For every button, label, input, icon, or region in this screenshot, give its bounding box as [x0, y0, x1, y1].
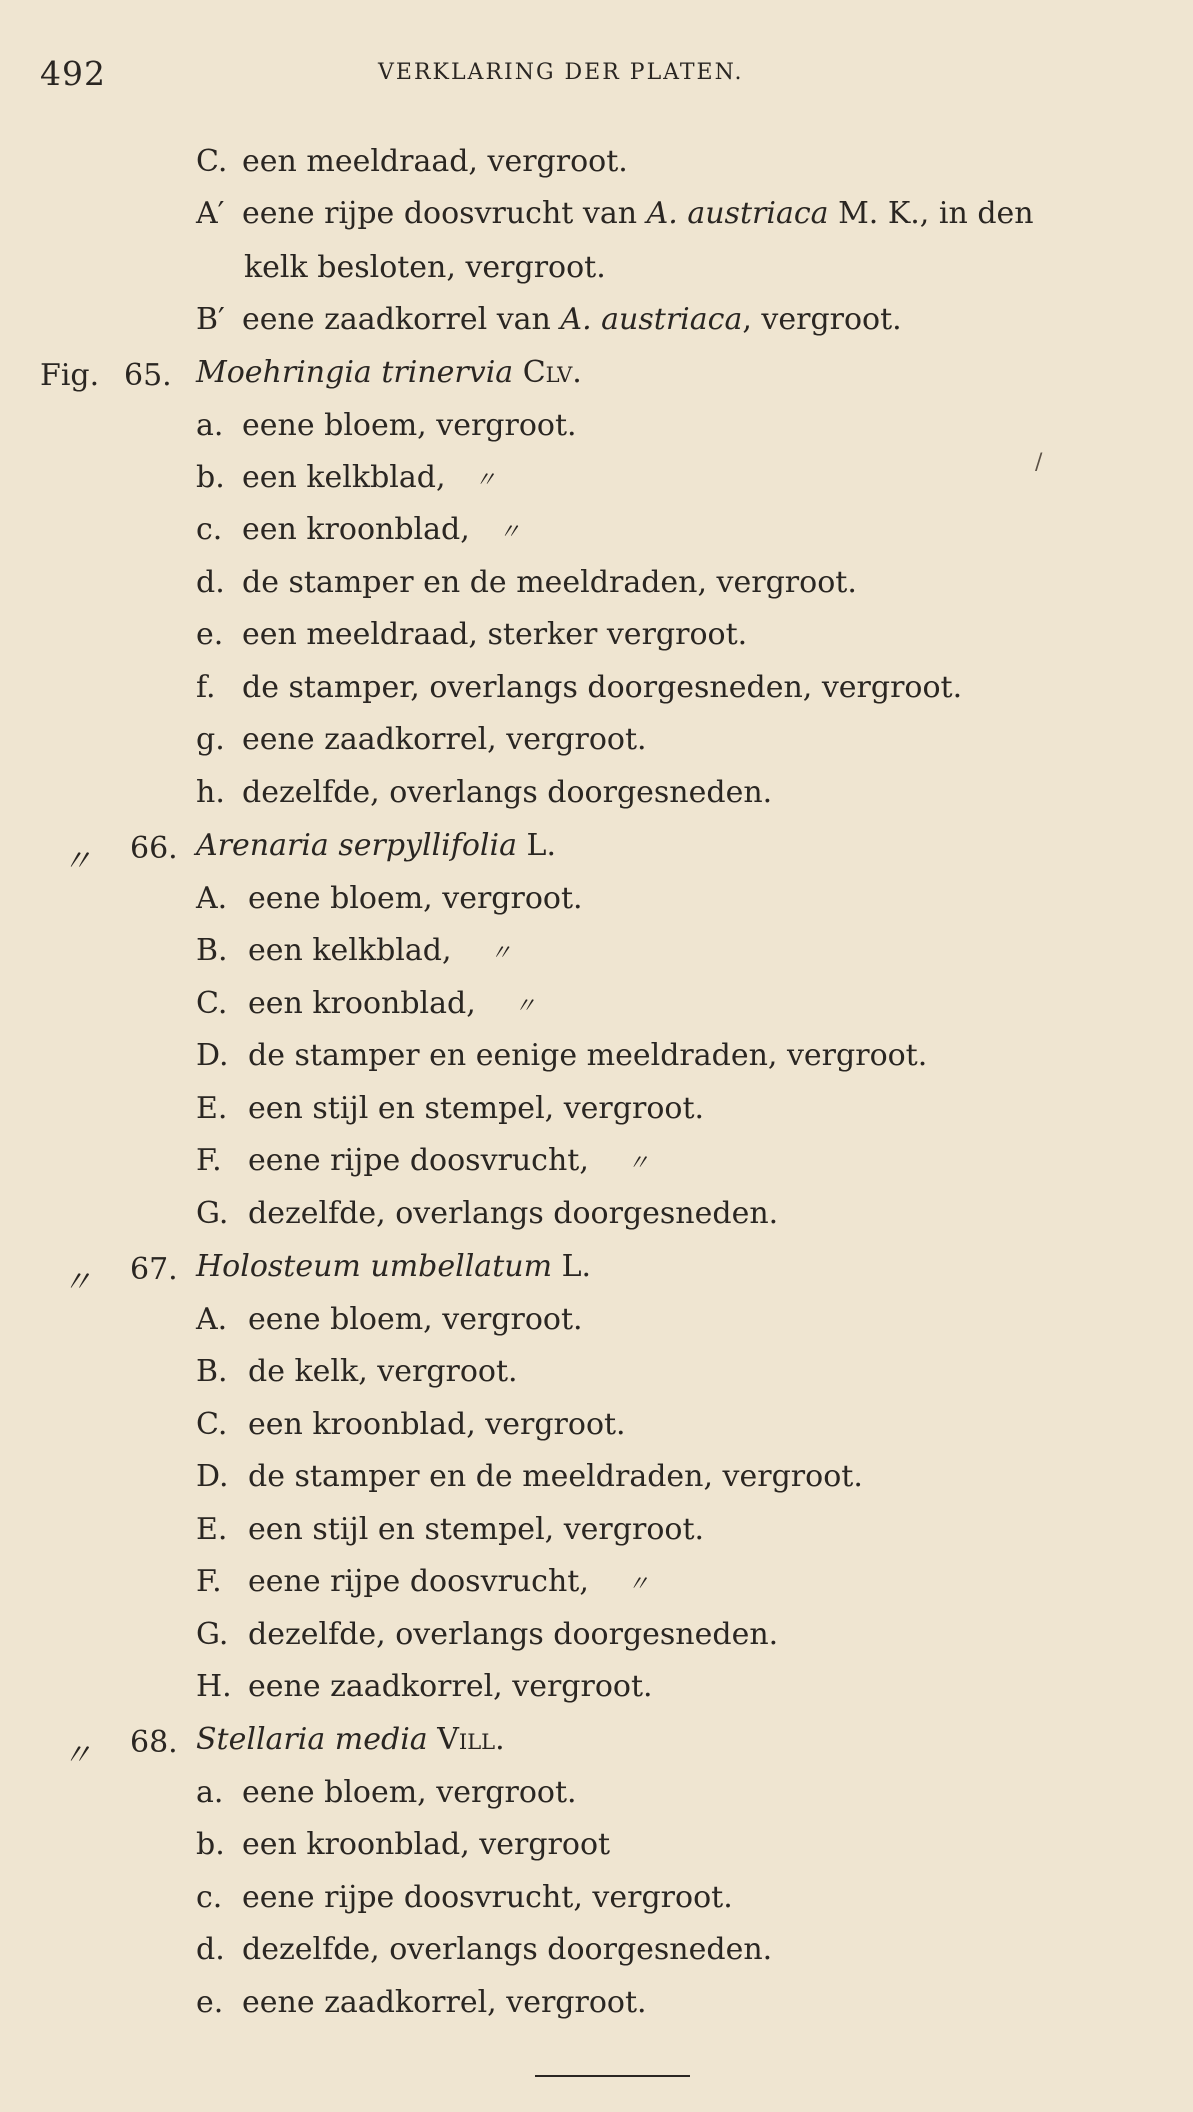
list-item: D. de stamper en eenige meeldraden, vergroot. — [196, 1038, 928, 1073]
ditto-mark: 〃 — [627, 1572, 650, 1597]
list-item: A. eene bloem, vergroot. — [196, 881, 583, 916]
list-item: a. eene bloem, vergroot. — [196, 1775, 577, 1810]
list-item: E. een stijl en stempel, vergroot. — [196, 1091, 705, 1126]
list-item: e. eene zaadkorrel, vergroot. — [196, 1985, 647, 2020]
figure-species: Arenaria serpyllifolia L. — [196, 828, 557, 863]
figure-species: Holosteum umbellatum L. — [196, 1249, 592, 1284]
list-item: C. een kroonblad, 〃 — [196, 986, 536, 1021]
list-item: g. eene zaadkorrel, vergroot. — [196, 722, 647, 757]
list-item: F. eene rijpe doosvrucht, 〃 — [196, 1143, 650, 1178]
closing-rule — [535, 2075, 690, 2077]
list-item: f. de stamper, overlangs doorgesneden, vergroot. — [196, 670, 963, 705]
list-item: a. eene bloem, vergroot. — [196, 408, 577, 443]
list-item: b. een kroonblad, vergroot — [196, 1827, 611, 1862]
list-item: A. eene bloem, vergroot. — [196, 1302, 583, 1337]
list-item: d. de stamper en de meeldraden, vergroot. — [196, 565, 857, 600]
figure-species: Moehringia trinervia Clv. — [196, 355, 582, 390]
ditto-mark: 〃 — [513, 994, 536, 1019]
ditto-mark: 〃 — [489, 941, 512, 966]
list-item: C. een meeldraad, vergroot. — [196, 144, 628, 179]
list-item: E. een stijl en stempel, vergroot. — [196, 1512, 705, 1547]
list-item: B. de kelk, vergroot. — [196, 1354, 518, 1389]
figure-number: 65. — [124, 358, 172, 393]
list-item: e. een meeldraad, sterker vergroot. — [196, 617, 748, 652]
figure-species: Stellaria media Vill. — [196, 1722, 505, 1757]
stray-mark: / — [1035, 450, 1043, 475]
list-item: B′ eene zaadkorrel van A. austriaca, vergroot. — [196, 302, 902, 337]
list-item: A′ eene rijpe doosvrucht van A. austriaca M. K., in den — [196, 196, 1034, 231]
figure-label: Fig. — [40, 358, 100, 393]
list-item: h. dezelfde, overlangs doorgesneden. — [196, 775, 773, 810]
list-item: c. eene rijpe doosvrucht, vergroot. — [196, 1880, 733, 1915]
list-item: c. een kroonblad, 〃 — [196, 512, 521, 547]
list-item: F. eene rijpe doosvrucht, 〃 — [196, 1564, 650, 1599]
page-number: 492 — [40, 54, 106, 93]
running-head: VERKLARING DER PLATEN. — [378, 60, 744, 85]
list-item: D. de stamper en de meeldraden, vergroot. — [196, 1459, 863, 1494]
list-item: C. een kroonblad, vergroot. — [196, 1407, 626, 1442]
list-item: d. dezelfde, overlangs doorgesneden. — [196, 1932, 773, 1967]
ditto-mark: 〃 — [62, 1265, 92, 1300]
figure-number: 68. — [130, 1725, 178, 1760]
list-item: b. een kelkblad, 〃 — [196, 460, 497, 495]
figure-number: 66. — [130, 831, 178, 866]
list-item: G. dezelfde, overlangs doorgesneden. — [196, 1617, 779, 1652]
ditto-mark: 〃 — [62, 1738, 92, 1773]
ditto-mark: 〃 — [627, 1151, 650, 1176]
list-item-continuation: kelk besloten, vergroot. — [244, 250, 606, 285]
figure-number: 67. — [130, 1252, 178, 1287]
ditto-mark: 〃 — [62, 844, 92, 879]
list-item: H. eene zaadkorrel, vergroot. — [196, 1669, 653, 1704]
list-item: G. dezelfde, overlangs doorgesneden. — [196, 1196, 779, 1231]
ditto-mark: 〃 — [498, 520, 521, 545]
list-item: B. een kelkblad, 〃 — [196, 933, 512, 968]
ditto-mark: 〃 — [474, 468, 497, 493]
